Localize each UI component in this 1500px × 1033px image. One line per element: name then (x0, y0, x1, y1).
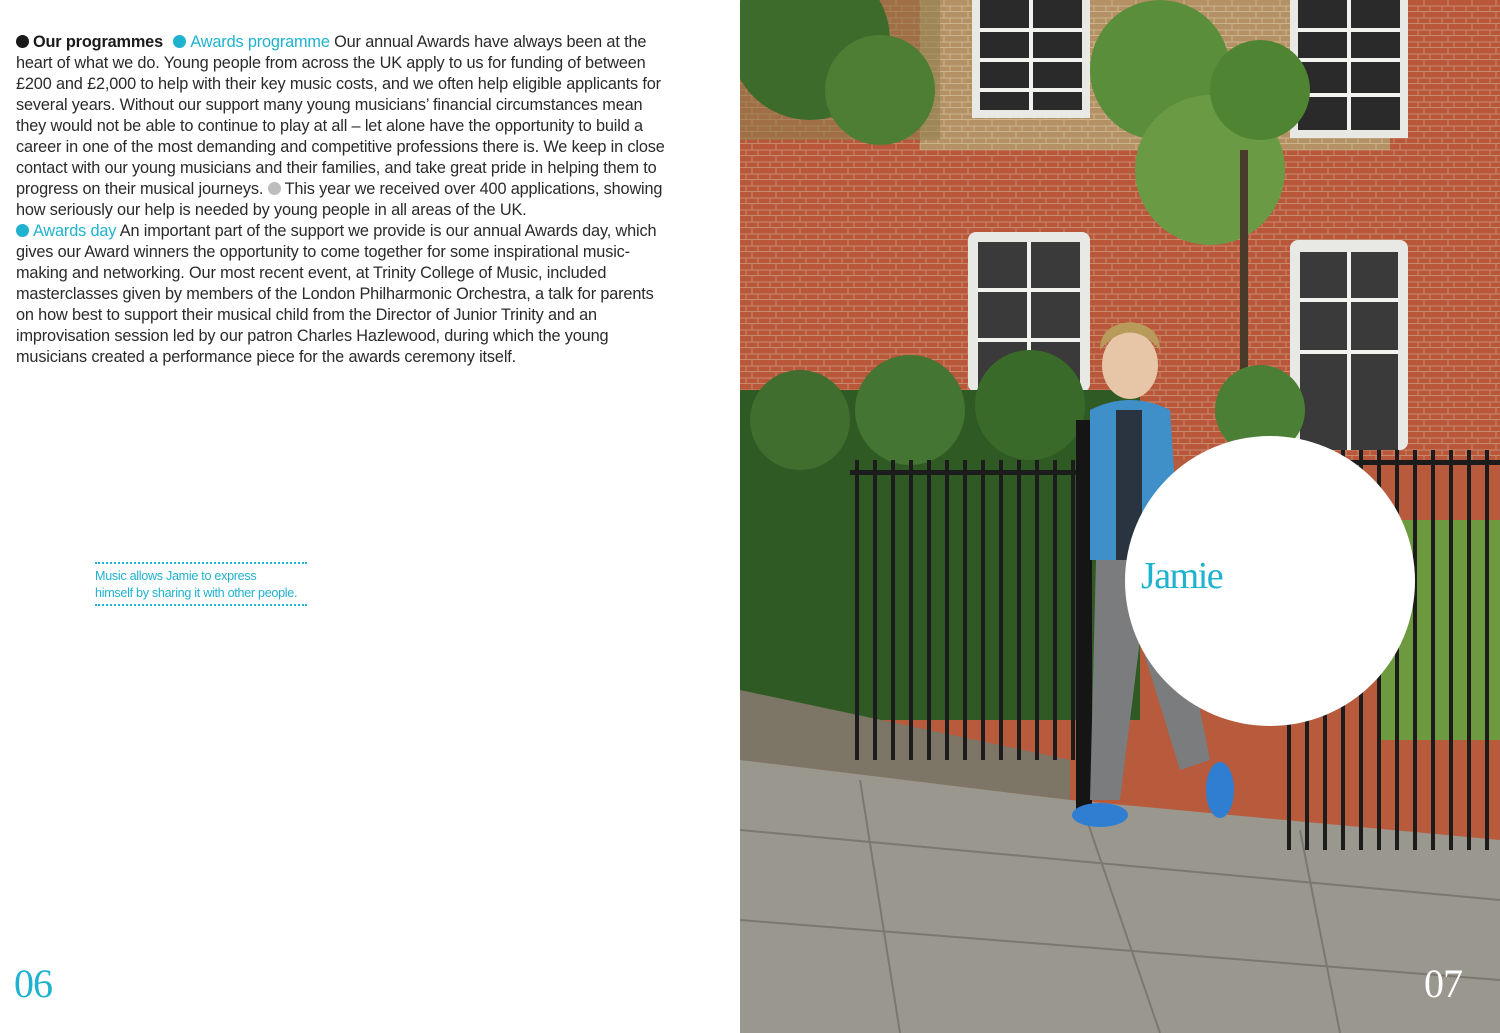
pull-quote-line: Music allows Jamie to express (95, 569, 257, 583)
awards-day-text: An important part of the support we provide is our annual Awards day, which gives our Award winners the opportunity to come together for some inspirational music-making and networking. Our most recent event, at Trinity College of Music, included masterclasses given by members of the London Philharmonic Orchestra, a talk for parents on how best to support their musical child from the Director of Junior Trinity and an improvisation session led by our patron Charles Hazlewood, during which the young musicians created a performance piece for the awards ceremony itself. (16, 222, 657, 366)
grey-bullet-icon (268, 182, 281, 195)
pull-quote (95, 562, 307, 606)
programmes-paragraph (16, 32, 666, 221)
black-bullet-icon (16, 35, 29, 48)
cyan-bullet-icon (173, 35, 186, 48)
applications-text: This year we received over 400 applications, showing how seriously our help is needed by young people in all areas of the UK. (16, 180, 663, 219)
page-number-left: 06 (14, 961, 52, 1006)
name-circle (1125, 436, 1415, 726)
awards-programme-title: Awards programme (190, 33, 330, 51)
section-heading: Our programmes (33, 33, 163, 51)
left-page (0, 0, 740, 1033)
body-text (16, 32, 666, 368)
awards-day-paragraph (16, 221, 666, 368)
pull-quote-line: himself by sharing it with other people. (95, 586, 298, 600)
cyan-bullet-icon (16, 224, 29, 237)
subject-name: Jamie (1141, 555, 1223, 597)
awards-programme-text: Our annual Awards have always been at the heart of what we do. Young people from across the UK apply to us for funding of between £200 and £2,000 to help with their key music costs, and we often help eligible applicants for several years. Without our support many young musicians’ financial circumstances mean they would not be able to continue to play at all – let alone have the opportunity to build a career in one of the most demanding and competitive professions there is. We keep in close contact with our young musicians and their families, and take great pride in helping them to progress on their musical journeys. (16, 33, 665, 198)
awards-day-title: Awards day (33, 222, 117, 240)
page-number-right: 07 (1424, 961, 1462, 1006)
